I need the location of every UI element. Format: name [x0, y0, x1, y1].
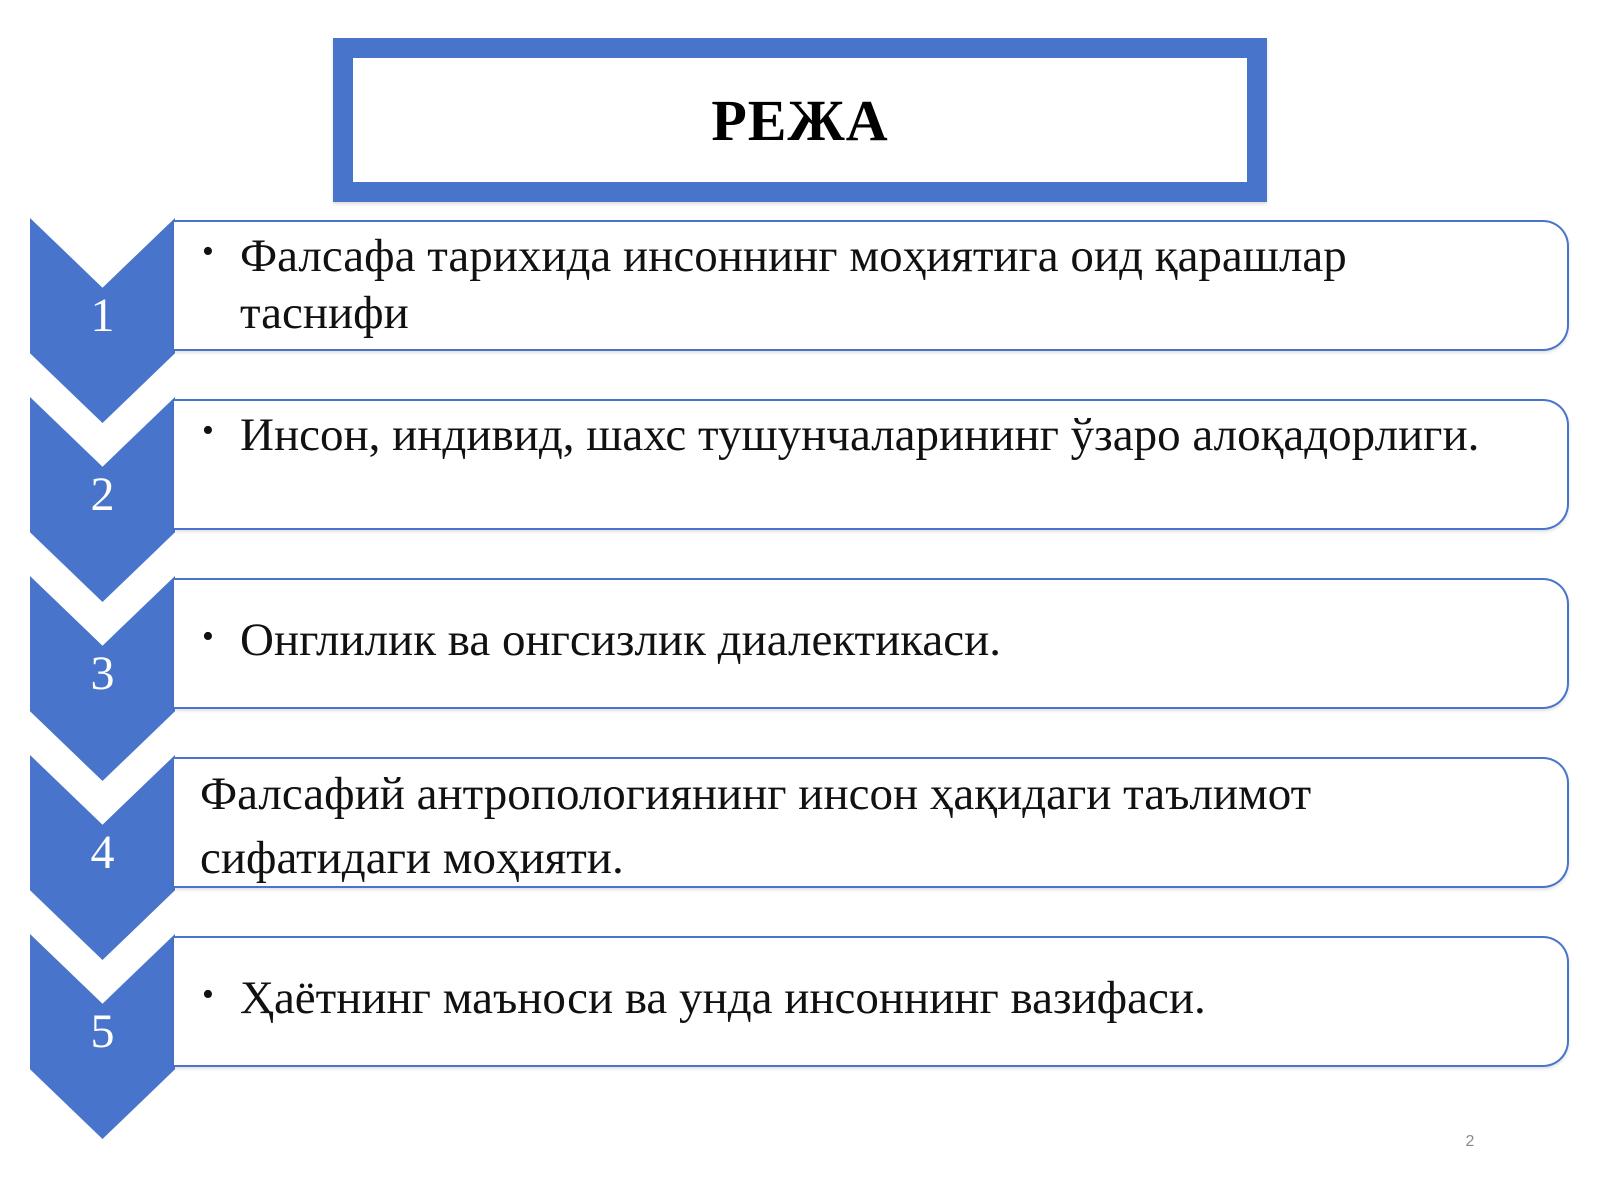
plan-item-box — [174, 757, 1569, 888]
step-number: 3 — [90, 647, 115, 700]
plan-item-text: Инсон, индивид, шахс тушунчаларининг ўзаро алоқадорлиги. — [240, 409, 1480, 461]
bullet-icon: • — [202, 976, 214, 1013]
plan-item-text: Фалсафа тарихида инсоннинг моҳиятига оид қарашлар таснифи — [240, 230, 1347, 339]
step-number: 2 — [90, 468, 115, 521]
plan-item-box — [174, 220, 1569, 351]
plan-step-5 — [0, 934, 1600, 1164]
title-box — [333, 38, 1267, 202]
step-number: 4 — [90, 826, 115, 879]
plan-item-text: Онглилик ва онгсизлик диалектикаси. — [240, 614, 1001, 666]
step-number: 1 — [90, 289, 115, 342]
slide-title: РЕЖА — [711, 87, 889, 153]
page-number: 2 — [1465, 1133, 1475, 1150]
plan-item-text: Фалсафий антропологиянинг инсон ҳақидаги таълимот сифатидаги моҳияти. — [200, 768, 1312, 884]
step-number: 5 — [90, 1005, 115, 1058]
plan-item-box — [174, 578, 1569, 709]
plan-item-box — [174, 399, 1569, 530]
bullet-icon: • — [202, 618, 214, 655]
plan-item-box — [174, 936, 1569, 1067]
plan-item-text: Ҳаётнинг маъноси ва унда инсоннинг вазифаси. — [240, 972, 1206, 1024]
bullet-icon: • — [202, 233, 214, 270]
bullet-icon: • — [202, 412, 214, 449]
